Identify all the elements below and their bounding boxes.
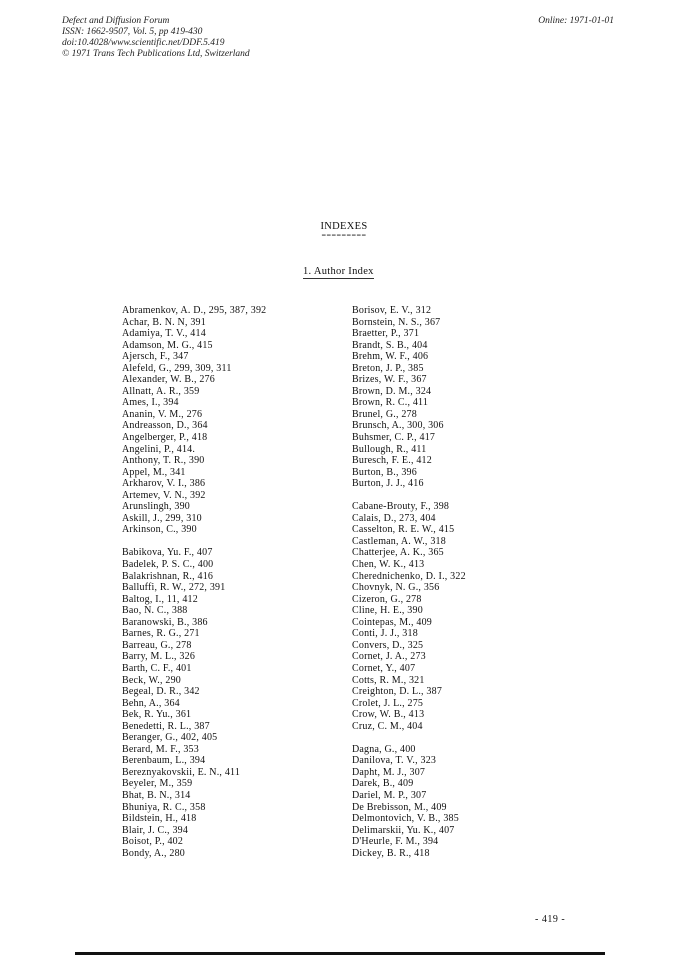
author-index-entry: Darek, B., 409 <box>352 778 414 790</box>
author-index-entry: Cabane-Brouty, F., 398 <box>352 501 450 513</box>
journal-header <box>62 16 250 60</box>
author-index-entry: Cointepas, M., 409 <box>352 616 432 628</box>
author-index-entry: Achar, B. N. N, 391 <box>122 316 206 328</box>
author-index-entry: Barreau, G., 278 <box>122 639 192 651</box>
author-index-entry: Ananin, V. M., 276 <box>122 408 203 420</box>
author-index-entry: Burton, J. J., 416 <box>352 478 424 490</box>
author-index-entry: Begeal, D. R., 342 <box>122 686 200 698</box>
author-index-entry: Barry, M. L., 326 <box>122 651 196 663</box>
author-index-entry: Askill, J., 299, 310 <box>122 512 202 524</box>
author-index-entry: Cotts, R. M., 321 <box>352 674 425 686</box>
author-index-entry: Danilova, T. V., 323 <box>352 755 437 767</box>
author-index-entry: Beck, W., 290 <box>122 674 181 686</box>
author-index-entry: Brizes, W. F., 367 <box>352 374 427 386</box>
author-index-entry: Buhsmer, C. P., 417 <box>352 432 436 444</box>
author-index-entry: Andreasson, D., 364 <box>122 420 208 432</box>
author-index-entry: Bereznyakovskii, E. N., 411 <box>122 766 241 778</box>
author-index-entry: Chovnyk, N. G., 356 <box>352 582 440 594</box>
author-index-entry: Dariel, M. P., 307 <box>352 789 427 801</box>
author-index-entry: Ames, I., 394 <box>122 397 179 409</box>
author-index-entry: Dapht, M. J., 307 <box>352 766 426 778</box>
author-index-entry: Blair, J. C., 394 <box>122 824 189 836</box>
author-index-entry: Chen, W. K., 413 <box>352 559 425 571</box>
author-index-entry: Berard, M. F., 353 <box>122 743 199 755</box>
author-index-entry: Bondy, A., 280 <box>122 847 185 859</box>
author-index-entry: Behn, A., 364 <box>122 697 180 709</box>
author-index-entry: Berenbaum, L., 394 <box>122 755 206 767</box>
author-index-entry: Babikova, Yu. F., 407 <box>122 547 213 559</box>
copyright-line: © 1971 Trans Tech Publications Ltd, Switzerland <box>62 49 250 59</box>
author-index-entry: Delimarskii, Yu. K., 407 <box>352 824 455 836</box>
author-index-entry: Cherednichenko, D. I., 322 <box>352 570 466 582</box>
author-index-entry: Borisov, E. V., 312 <box>352 305 432 316</box>
author-index-entry: Delmontovich, V. B., 385 <box>352 813 459 825</box>
author-index-entry: Brandt, S. B., 404 <box>352 339 428 351</box>
author-index-entry: Badelek, P. S. C., 400 <box>122 559 214 571</box>
author-index-entry: D'Heurle, F. M., 394 <box>352 836 439 848</box>
author-index-entry: Brehm, W. F., 406 <box>352 351 429 363</box>
author-index-entry: De Brebisson, M., 409 <box>352 801 447 813</box>
author-index-entry: Allnatt, A. R., 359 <box>122 385 200 397</box>
author-index-entry: Anthony, T. R., 390 <box>122 455 205 467</box>
author-index-entry: Adamson, M. G., 415 <box>122 339 213 351</box>
author-index-entry: Cizeron, G., 278 <box>352 593 422 605</box>
author-index-entry: Dagna, G., 400 <box>352 743 416 755</box>
author-index-entry: Cruz, C. M., 404 <box>352 720 423 732</box>
author-index-left-column <box>122 305 266 859</box>
author-index-entry: Angelini, P., 414. <box>122 443 196 455</box>
online-date: Online: 1971-01-01 <box>538 16 614 26</box>
author-index-entry: Crolet, J. L., 275 <box>352 697 424 709</box>
author-index-entry: Baranowski, B., 386 <box>122 616 208 628</box>
author-index-entry: Brunel, G., 278 <box>352 408 417 420</box>
author-index-entry: Calais, D., 273, 404 <box>352 512 436 524</box>
author-index-entry: Barnes, R. G., 271 <box>122 628 200 640</box>
author-index-entry: Adamiya, T. V., 414 <box>122 328 206 340</box>
section-title-block <box>0 221 678 240</box>
author-index-entry: Baltog, I., 11, 412 <box>122 593 198 605</box>
author-index-entry: Bhat, B. N., 314 <box>122 789 191 801</box>
page-title: INDEXES <box>320 221 368 232</box>
author-index-right-column <box>352 305 466 859</box>
author-index-entry: Bek, R. Yu., 361 <box>122 709 192 721</box>
author-index-entry: Beyeler, M., 359 <box>122 778 193 790</box>
author-index-entry: Casselton, R. E. W., 415 <box>352 524 455 536</box>
title-underline: ========= <box>321 231 367 240</box>
author-index-entry: Brown, R. C., 411 <box>352 397 429 409</box>
author-index-entry: Cornet, Y., 407 <box>352 662 416 674</box>
author-index-entry: Buresch, F. E., 412 <box>352 455 432 467</box>
author-index-entry: Dickey, B. R., 418 <box>352 847 430 859</box>
author-index-entry: Crow, W. B., 413 <box>352 709 425 721</box>
author-index-entry: Boisot, P., 402 <box>122 836 184 848</box>
page-number: - 419 - <box>535 914 566 925</box>
author-index-entry: Cornet, J. A., 273 <box>352 651 426 663</box>
author-index-entry: Breton, J. P., 385 <box>352 362 424 374</box>
author-index-entry: Barth, C. F., 401 <box>122 662 192 674</box>
author-index-entry: Balakrishnan, R., 416 <box>122 570 214 582</box>
author-index-entry: Appel, M., 341 <box>122 466 186 478</box>
author-index-entry: Burton, B., 396 <box>352 466 417 478</box>
author-index-entry: Benedetti, R. L., 387 <box>122 720 210 732</box>
author-index-entry: Brunsch, A., 300, 306 <box>352 420 444 432</box>
author-index-entry: Arkharov, V. I., 386 <box>122 478 206 490</box>
author-index-entry: Castleman, A. W., 318 <box>352 535 446 547</box>
author-index-entry: Conti, J. J., 318 <box>352 628 418 640</box>
author-index-entry: Artemev, V. N., 392 <box>122 489 206 501</box>
issn-line: ISSN: 1662-9507, Vol. 5, pp 419-430 <box>62 27 203 37</box>
footer-rule <box>75 952 605 955</box>
author-index-entry: Cline, H. E., 390 <box>352 605 423 617</box>
author-index-entry: Bhuniya, R. C., 358 <box>122 801 206 813</box>
author-index-entry: Creighton, D. L., 387 <box>352 686 443 698</box>
author-index-entry: Balluffi, R. W., 272, 391 <box>122 582 226 594</box>
author-index-entry: Arunslingh, 390 <box>122 501 190 513</box>
author-index-entry: Ajersch, F., 347 <box>122 351 189 363</box>
author-index-entry: Bullough, R., 411 <box>352 443 427 455</box>
author-index-entry: Brown, D. M., 324 <box>352 385 432 397</box>
author-index-entry: Chatterjee, A. K., 365 <box>352 547 444 559</box>
author-index-entry: Braetter, P., 371 <box>352 328 420 340</box>
doi-link[interactable]: doi:10.4028/www.scientific.net/DDF.5.419 <box>62 38 225 48</box>
author-index-entry: Beranger, G., 402, 405 <box>122 732 218 744</box>
author-index-entry: Bornstein, N. S., 367 <box>352 316 441 328</box>
author-index-entry: Abramenkov, A. D., 295, 387, 392 <box>122 305 267 316</box>
author-index-entry: Angelberger, P., 418 <box>122 432 208 444</box>
journal-name: Defect and Diffusion Forum <box>62 16 170 26</box>
author-index-entry: Alefeld, G., 299, 309, 311 <box>122 362 232 374</box>
index-subtitle: 1. Author Index <box>303 266 374 277</box>
author-index-entry: Alexander, W. B., 276 <box>122 374 215 386</box>
author-index-entry: Bildstein, H., 418 <box>122 813 197 825</box>
author-index-entry: Convers, D., 325 <box>352 639 424 651</box>
author-index-entry: Arkinson, C., 390 <box>122 524 197 536</box>
author-index-entry: Bao, N. C., 388 <box>122 605 188 617</box>
